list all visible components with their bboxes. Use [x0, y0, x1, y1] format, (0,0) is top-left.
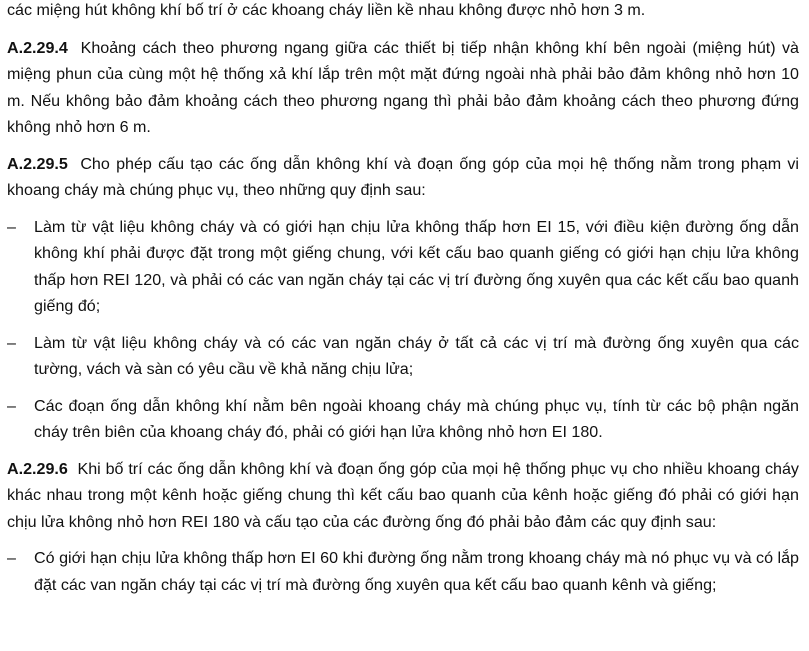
dash-bullet: –	[7, 217, 16, 236]
section-a-2-29-6	[7, 456, 799, 599]
section-paragraph	[7, 35, 799, 141]
section-a-2-29-5	[7, 151, 799, 446]
requirement-list	[7, 545, 799, 598]
section-paragraph	[7, 151, 799, 204]
section-number: A.2.29.5	[7, 154, 68, 173]
section-number: A.2.29.6	[7, 459, 68, 478]
requirement-list	[7, 214, 799, 446]
list-item	[7, 214, 799, 320]
section-text: Khoảng cách theo phương ngang giữa các thiết bị tiếp nhận không khí bên ngoài (miệng hút) và miệng phun của cùng một hệ thống xả khí lắp trên một mặt đứng ngoài nhà phải bảo đảm không nhỏ hơn 10 m. Nếu không bảo đảm khoảng cách theo phương ngang thì phải bảo đảm khoảng cách theo phương đứng không nhỏ hơn 6 m.	[7, 38, 799, 136]
section-paragraph	[7, 456, 799, 536]
list-item	[7, 393, 799, 446]
intro-paragraph: các miệng hút không khí bố trí ở các khoang cháy liền kề nhau không được nhỏ hơn 3 m.	[7, 1, 646, 19]
list-item-text: Các đoạn ống dẫn không khí nằm bên ngoài khoang cháy mà chúng phục vụ, tính từ các bộ phận ngăn cháy trên biên của khoang cháy đó, phải có giới hạn lửa không nhỏ hơn EI 180.	[34, 396, 799, 441]
section-text: Khi bố trí các ống dẫn không khí và đoạn ống góp của mọi hệ thống phục vụ cho nhiều khoang cháy khác nhau trong một kênh hoặc giếng chung thì kết cấu bao quanh của kênh hoặc giếng đó phải có giới hạn chịu lửa không nhỏ hơn REI 180 và cấu tạo của các đường ống đó phải bảo đảm các quy định sau:	[7, 459, 799, 531]
dash-bullet: –	[7, 333, 16, 352]
dash-bullet: –	[7, 549, 16, 567]
list-item-text: Có giới hạn chịu lửa không thấp hơn EI 60 khi đường ống nằm trong khoang cháy mà nó phục vụ và có lắp đặt các van ngăn cháy tại các vị trí mà đường ống xuyên qua kết cấu bao quanh kênh và giếng;	[34, 549, 799, 594]
list-item-text: Làm từ vật liệu không cháy và có giới hạn chịu lửa không thấp hơn EI 15, với điều kiện đường ống dẫn không khí phải được đặt trong một giếng chung, với kết cấu bao quanh giếng có giới hạn chịu lửa không thấp hơn REI 120, và phải có các van ngăn cháy tại các vị trí đường ống xuyên qua các kết cấu bao quanh giếng đó;	[34, 217, 799, 315]
section-number: A.2.29.4	[7, 38, 68, 57]
section-text: Cho phép cấu tạo các ống dẫn không khí và đoạn ống góp của mọi hệ thống nằm trong phạm vi khoang cháy mà chúng phục vụ, theo những quy định sau:	[7, 154, 799, 199]
list-item	[7, 545, 799, 598]
list-item	[7, 330, 799, 383]
dash-bullet: –	[7, 396, 16, 415]
list-item-text: Làm từ vật liệu không cháy và có các van ngăn cháy ở tất cả các vị trí mà đường ống xuyên qua các tường, vách và sàn có yêu cầu về khả năng chịu lửa;	[34, 333, 799, 378]
section-a-2-29-4	[7, 35, 799, 141]
